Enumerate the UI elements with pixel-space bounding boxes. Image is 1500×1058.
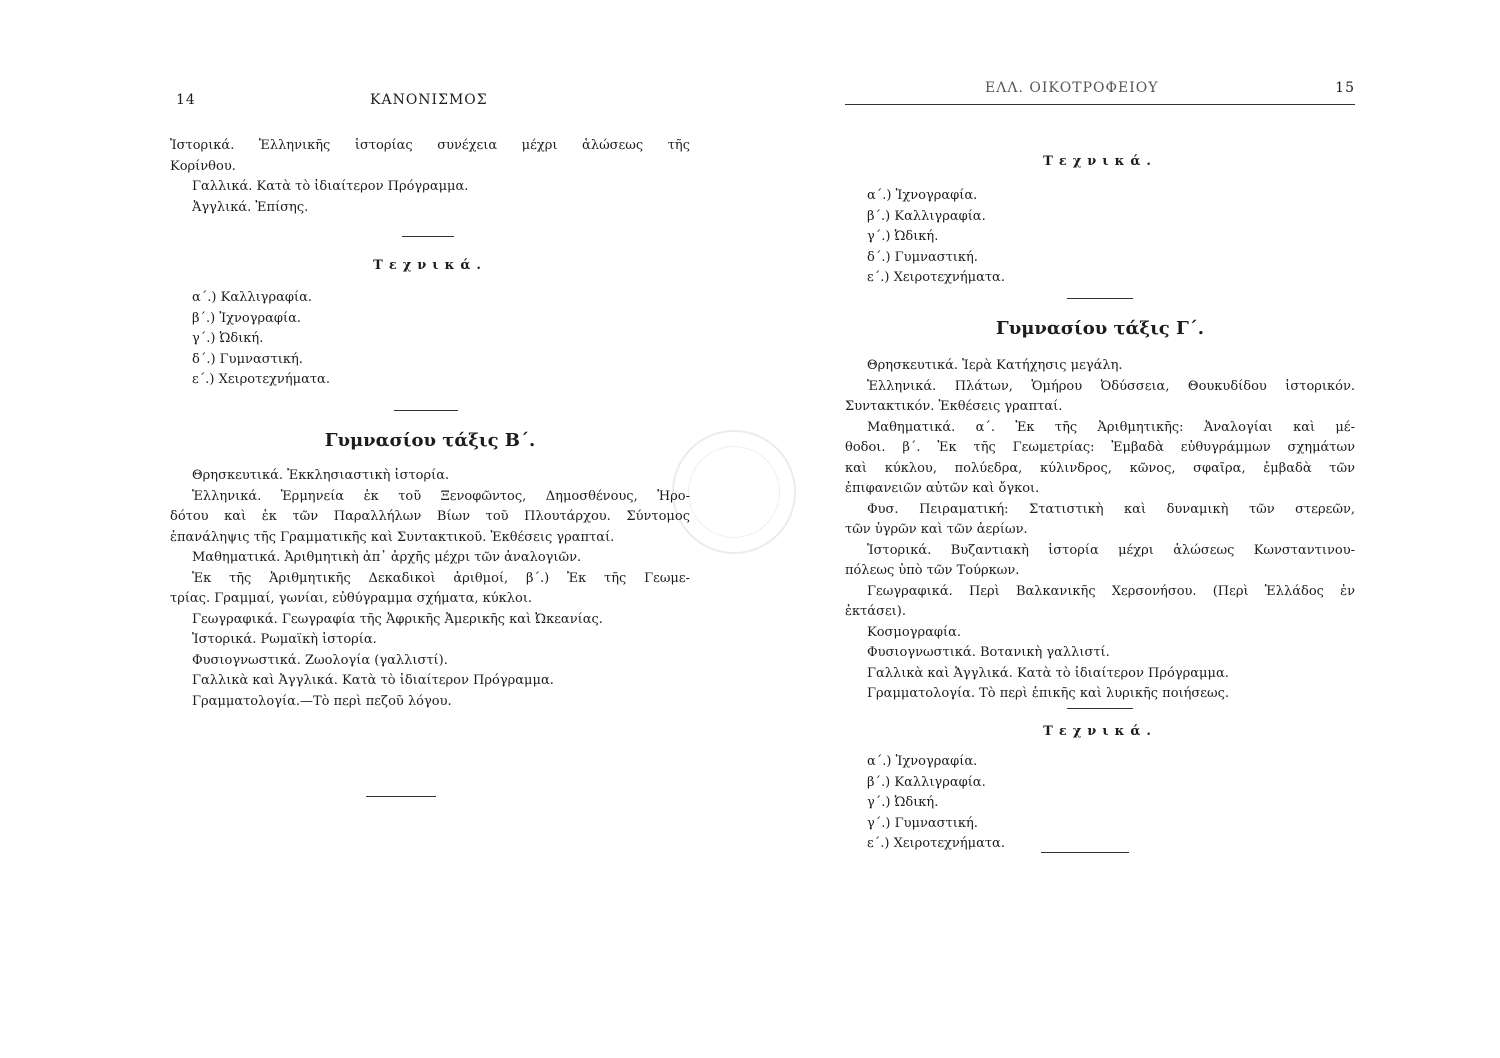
left-technika bbox=[170, 256, 690, 391]
text-line: Γαλλικὰ καὶ Ἀγγλικά. Κατὰ τὸ ἰδιαίτερον Πρόγραμμα. bbox=[867, 665, 1229, 681]
list-item: γ΄.) Γυμναστική. bbox=[867, 815, 978, 831]
text-line: Φυσιογνωστικά. Βοτανικὴ γαλλιστί. bbox=[867, 645, 1110, 660]
text-line: Ἀγγλικά. Ἐπίσης. bbox=[192, 199, 309, 215]
section-title: Γυμνασίου τάξις Β΄. bbox=[324, 430, 536, 451]
list-item: δ΄.) Γυμναστική. bbox=[867, 249, 978, 265]
text-line: Μαθηματικά. α΄. Ἐκ τῆς Ἀριθμητικῆς: Ἀναλογίαι καὶ μέ- bbox=[867, 419, 1355, 435]
text-line: Γαλλικά. Κατὰ τὸ ἰδιαίτερον Πρόγραμμα. bbox=[192, 179, 469, 194]
list-item: γ΄.) Ὠδική. bbox=[192, 331, 264, 346]
divider-rule bbox=[1067, 298, 1133, 299]
text-line: Φυσ. Πειραματική: Στατιστικὴ καὶ δυναμικὴ τῶν στερεῶν, bbox=[867, 501, 1355, 517]
text-line: Ἑλληνικά. Ἑρμηνεία ἐκ τοῦ Ξενοφῶντος, Δημοσθένους, Ἡρο- bbox=[192, 488, 690, 504]
list-item: β΄.) Καλλιγραφία. bbox=[867, 774, 986, 790]
running-title-left: ΚΑΝΟΝΙΣΜΟΣ bbox=[370, 92, 488, 108]
text-line: τρίας. Γραμμαί, γωνίαι, εὐθύγραμμα σχήματα, κύκλοι. bbox=[170, 591, 533, 606]
list-item: γ΄.) Ὠδική. bbox=[867, 795, 939, 810]
text-line: Φυσιογνωστικά. Ζωολογία (γαλλιστί). bbox=[192, 652, 448, 668]
text-line: Γεωγραφικά. Γεωγραφία τῆς Ἀφρικῆς Ἀμερικῆς καὶ Ὠκεανίας. bbox=[192, 611, 603, 627]
list-item: ε΄.) Χειροτεχνήματα. bbox=[867, 270, 1005, 285]
text-line: Γαλλικὰ καὶ Ἀγγλικά. Κατὰ τὸ ἰδιαίτερον Πρόγραμμα. bbox=[192, 673, 554, 688]
left-section bbox=[170, 428, 690, 712]
text-line: ἐπανάληψις τῆς Γραμματικῆς καὶ Συντακτικοῦ. Ἐκθέσεις γραπταί. bbox=[170, 529, 615, 545]
left-top-paragraphs bbox=[170, 136, 690, 218]
list-item: β΄.) Καλλιγραφία. bbox=[867, 208, 986, 224]
list-item: ε΄.) Χειροτεχνήματα. bbox=[192, 372, 330, 387]
page-number-right: 15 bbox=[1335, 80, 1355, 96]
running-head-right bbox=[845, 80, 1355, 100]
section-heading: Τεχνικά. bbox=[373, 258, 487, 273]
text-line: Κοσμογραφία. bbox=[867, 624, 961, 640]
right-technika-1 bbox=[845, 152, 1355, 289]
text-line: καὶ κύκλου, πολύεδρα, κύλινδρος, κῶνος, σφαῖρα, ἐμβαδὰ τῶν bbox=[845, 460, 1355, 476]
end-rule bbox=[1041, 852, 1129, 853]
divider-rule bbox=[1067, 708, 1133, 709]
list-item: β΄.) Ἰχνογραφία. bbox=[192, 310, 302, 326]
divider-rule bbox=[402, 236, 454, 237]
divider-rule bbox=[394, 410, 458, 411]
end-rule bbox=[366, 796, 436, 797]
running-title-right: ΕΛΛ. ΟΙΚΟΤΡΟΦΕΙΟΥ bbox=[985, 80, 1159, 96]
text-line: Ἱστορικά. Ἑλληνικῆς ἱστορίας συνέχεια μέχρι ἁλώσεως τῆς bbox=[170, 138, 690, 153]
text-line: δότου καὶ ἐκ τῶν Παραλλήλων Βίων τοῦ Πλουτάρχου. Σύντομος bbox=[170, 509, 690, 524]
text-line: Μαθηματικά. Ἀριθμητικὴ ἀπ᾽ ἀρχῆς μέχρι τῶν ἀναλογιῶν. bbox=[192, 550, 582, 565]
list-item: ε΄.) Χειροτεχνήματα. bbox=[867, 836, 1005, 851]
text-line: Θρησκευτικά. Ἱερὰ Κατήχησις μεγάλη. bbox=[867, 358, 1123, 373]
text-line: Γραμματολογία. Τὸ περὶ ἐπικῆς καὶ λυρικῆς ποιήσεως. bbox=[867, 686, 1230, 701]
list-item: α΄.) Καλλιγραφία. bbox=[192, 290, 312, 305]
library-stamp-watermark bbox=[672, 430, 796, 554]
text-line: Κορίνθου. bbox=[170, 158, 236, 174]
text-line: Ἑλληνικά. Πλάτων, Ὁμήρου Ὀδύσσεια, Θουκυδίδου ἱστορικόν. bbox=[867, 378, 1355, 394]
right-section bbox=[845, 316, 1355, 705]
text-line: Ἱστορικά. Ρωμαϊκὴ ἱστορία. bbox=[192, 632, 377, 647]
text-line: Γεωγραφικά. Περὶ Βαλκανικῆς Χερσονήσου. (Περὶ Ἑλλάδος ἐν bbox=[867, 583, 1355, 599]
text-line: Ἐκ τῆς Ἀριθμητικῆς Δεκαδικοὶ ἀριθμοί, β΄.) Ἐκ τῆς Γεωμε- bbox=[192, 570, 690, 586]
right-technika-2 bbox=[845, 722, 1355, 855]
page-number-left: 14 bbox=[176, 92, 196, 108]
list-item: δ΄.) Γυμναστική. bbox=[192, 351, 303, 367]
text-line: Γραμματολογία.—Τὸ περὶ πεζοῦ λόγου. bbox=[192, 693, 452, 709]
section-heading: Τεχνικά. bbox=[1043, 724, 1157, 739]
text-line: πόλεως ὑπὸ τῶν Τούρκων. bbox=[845, 563, 1020, 578]
text-line: Συντακτικόν. Ἐκθέσεις γραπταί. bbox=[845, 399, 1063, 414]
text-line: Ἱστορικά. Βυζαντιακὴ ἱστορία μέχρι ἁλώσεως Κωνσταντινου- bbox=[867, 542, 1355, 558]
text-line: τῶν ὑγρῶν καὶ τῶν ἀερίων. bbox=[845, 522, 1028, 537]
list-item: α΄.) Ἰχνογραφία. bbox=[867, 188, 978, 203]
header-rule bbox=[845, 104, 1355, 105]
text-line: Θρησκευτικά. Ἐκκλησιαστικὴ ἱστορία. bbox=[192, 468, 450, 483]
running-head-left bbox=[170, 92, 690, 112]
section-title: Γυμνασίου τάξις Γ΄. bbox=[995, 318, 1205, 339]
text-line: ἐπιφανειῶν αὐτῶν καὶ ὄγκοι. bbox=[845, 481, 1040, 496]
list-item: α΄.) Ἰχνογραφία. bbox=[867, 754, 978, 769]
text-line: θοδοι. β΄. Ἐκ τῆς Γεωμετρίας: Ἐμβαδὰ εὐθυγράμμων σχημάτων bbox=[845, 440, 1355, 455]
list-item: γ΄.) Ὠδική. bbox=[867, 229, 939, 244]
text-line: ἐκτάσει). bbox=[845, 604, 906, 619]
section-heading: Τεχνικά. bbox=[1043, 154, 1157, 169]
